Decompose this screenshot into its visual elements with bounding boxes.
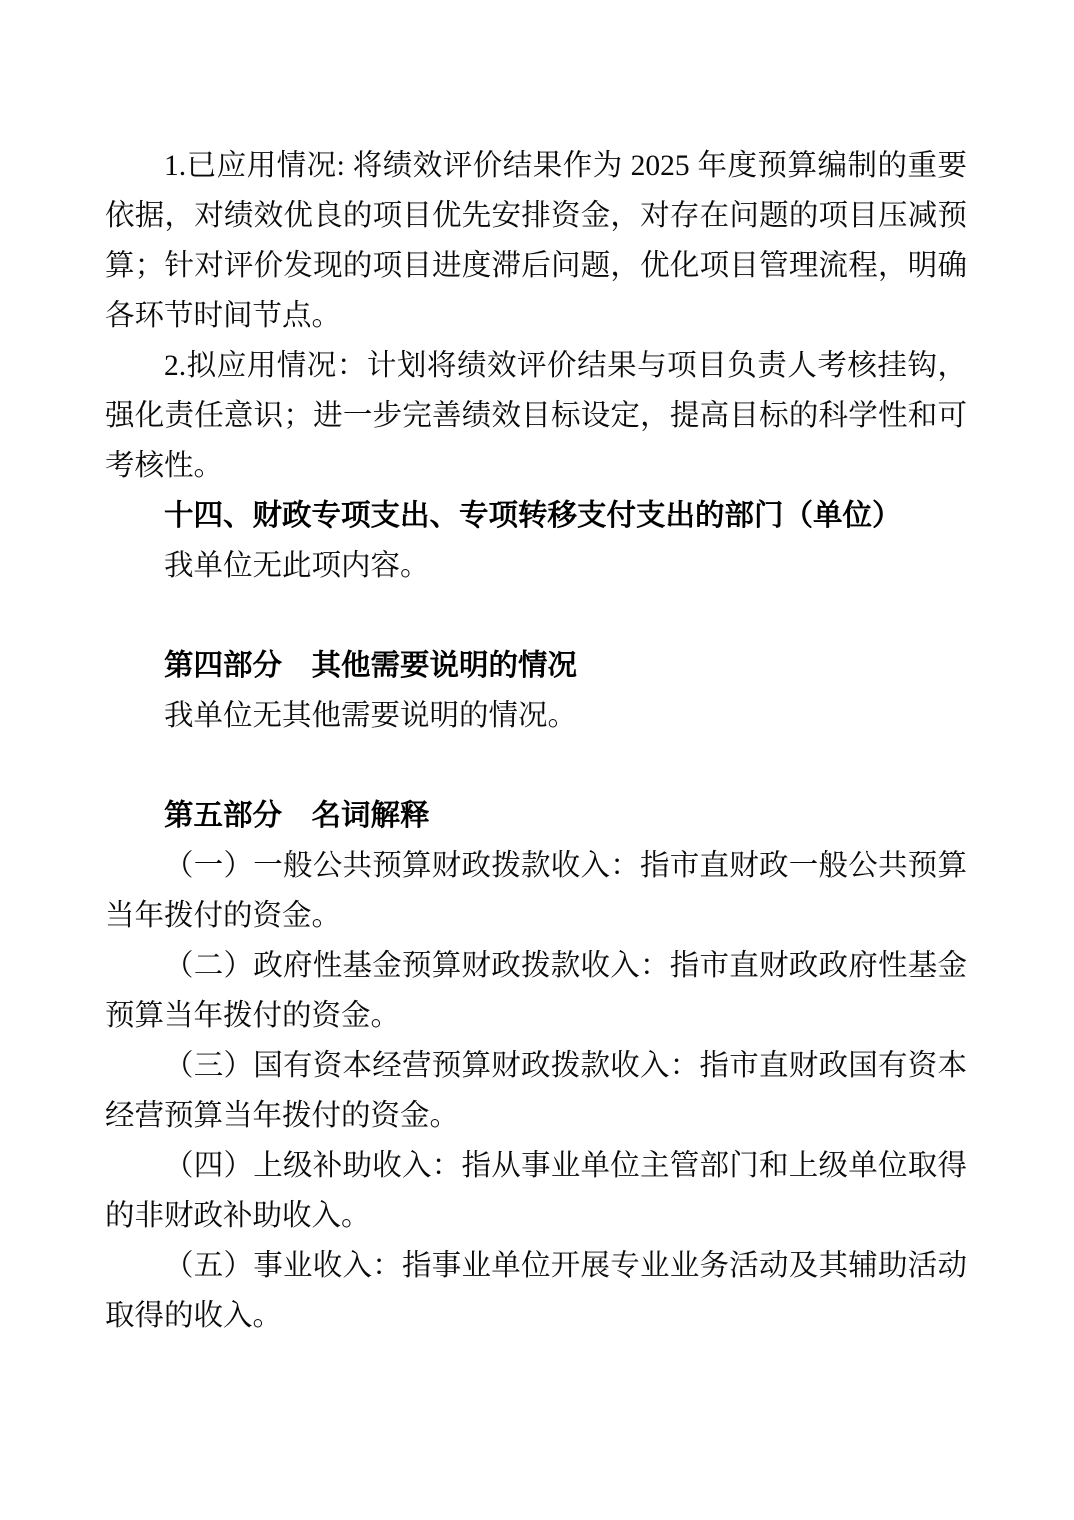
blank-line [105, 741, 967, 791]
paragraph-part-4-body: 我单位无其他需要说明的情况。 [164, 700, 578, 732]
heading-part-5: 第五部分 名词解释 [164, 799, 430, 832]
paragraph-planned-situation: 2.拟应用情况：计划将绩效评价结果与项目负责人考核挂钩，强化责任意识；进一步完善绩效目标设定，提高目标的科学性和可考核性。 [105, 350, 967, 482]
heading-part-4: 第四部分 其他需要说明的情况 [164, 649, 578, 682]
paragraph-applied-situation: 1.已应用情况: 将绩效评价结果作为 2025 年度预算编制的重要依据，对绩效优良的项目优先安排资金，对存在问题的项目压减预算；针对评价发现的项目进度滞后问题，优化项目管理流程，明确各环节时间节点。 [105, 150, 967, 332]
paragraph-term-1: （一）一般公共预算财政拨款收入：指市直财政一般公共预算当年拨付的资金。 [105, 850, 967, 932]
heading-section-14: 十四、财政专项支出、专项转移支付支出的部门（单位） [164, 500, 902, 532]
blank-line [105, 591, 967, 641]
document-content [105, 141, 967, 1341]
paragraph-term-5: （五）事业收入：指事业单位开展专业业务活动及其辅助活动取得的收入。 [105, 1250, 967, 1332]
paragraph-section-14-body: 我单位无此项内容。 [164, 550, 430, 582]
paragraph-term-2: （二）政府性基金预算财政拨款收入：指市直财政政府性基金预算当年拨付的资金。 [105, 950, 967, 1032]
paragraph-term-3: （三）国有资本经营预算财政拨款收入：指市直财政国有资本经营预算当年拨付的资金。 [105, 1050, 967, 1132]
paragraph-term-4: （四）上级补助收入：指从事业单位主管部门和上级单位取得的非财政补助收入。 [105, 1150, 967, 1232]
